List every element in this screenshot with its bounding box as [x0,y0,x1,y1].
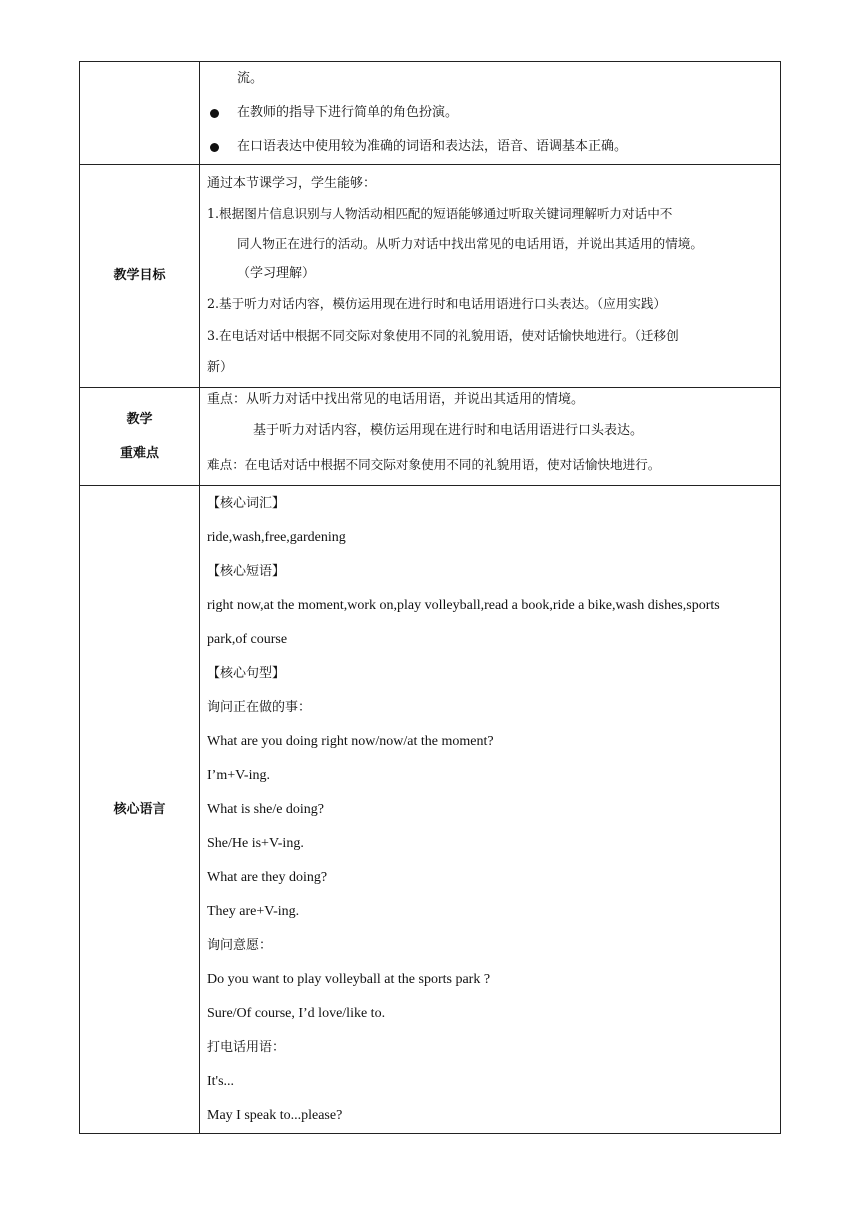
bullet-icon [210,143,219,152]
core-sentences-heading: 【核心句型】 [207,666,286,681]
objective-item-3-line-2: 新） [207,360,234,375]
sentence-pattern: May I speak to...please? [207,1108,343,1123]
core-language-content-cell [200,486,781,1134]
core-vocab-heading: 【核心词汇】 [207,496,286,511]
continuation-content-cell [200,62,781,165]
objective-item-1-line-1: 1.根据图片信息识别与人物活动相匹配的短语能够通过听取关键词理解听力对话中不 [207,206,673,221]
key-point-focus-2: 基于听力对话内容，模仿运用现在进行时和电话用语进行口头表达。 [253,423,644,438]
sentence-category: 询问正在做的事： [207,700,312,715]
key-points-label-line-1: 教学 [126,411,153,427]
key-point-focus: 重点：从听力对话中找出常见的电话用语，并说出其适用的情境。 [207,392,585,407]
key-points-label-line-2: 重难点 [119,445,159,461]
sentence-category: 询问意愿： [207,938,273,953]
core-phrases-heading: 【核心短语】 [207,564,286,579]
sentence-pattern: Do you want to play volleyball at the sports park ? [207,972,491,987]
key-point-difficulty: 难点：在电话对话中根据不同交际对象使用不同的礼貌用语，使对话愉快地进行。 [207,457,661,472]
continuation-row [80,62,781,165]
objective-item-2: 2.基于听力对话内容，模仿运用现在进行时和电话用语进行口头表达。（应用实践） [207,296,667,311]
sentence-pattern: They are+V-ing. [207,904,300,919]
objectives-row [80,165,781,388]
sentence-pattern: She/He is+V-ing. [207,836,304,851]
sentence-pattern: I’m+V-ing. [207,768,270,783]
bullet-item [207,130,774,164]
bullet-text: 在口语表达中使用较为准确的词语和表达法，语音、语调基本正确。 [237,139,628,154]
objective-item-1-line-3: （学习理解） [237,266,316,281]
core-language-label [80,486,200,1134]
bullet-item [207,96,774,130]
key-points-label [80,388,200,486]
objectives-label-text: 教学目标 [113,268,166,283]
objectives-intro: 通过本节课学习，学生能够： [207,176,377,191]
sentence-pattern: What are they doing? [207,870,328,885]
core-phrases-line-2: park,of course [207,632,288,647]
core-language-row [80,486,781,1134]
sentence-pattern: What are you doing right now/now/at the moment? [207,734,494,749]
core-language-label-text: 核心语言 [113,801,166,817]
sentence-pattern: Sure/Of course, I’d love/like to. [207,1006,386,1021]
key-points-content-cell [200,388,781,486]
objectives-content-cell [200,165,781,388]
key-points-row [80,388,781,486]
bullet-text: 在教师的指导下进行简单的角色扮演。 [237,105,459,120]
continuation-label-cell [80,62,200,165]
sentence-pattern: What is she/e doing? [207,802,325,817]
continuation-text: 流。 [237,71,264,86]
bullet-icon [210,109,219,118]
sentence-category: 打电话用语： [207,1040,286,1055]
core-vocab-words: ride,wash,free,gardening [207,530,346,545]
core-phrases-line-1: right now,at the moment,work on,play volleyball,read a book,ride a bike,wash dishes,sports [207,598,720,613]
objective-item-1-line-2: 同人物正在进行的活动。从听力对话中找出常见的电话用语，并说出其适用的情境。 [237,236,703,251]
sentence-pattern: It's... [207,1074,235,1089]
lesson-plan-table [79,61,781,1134]
objectives-label [80,165,200,388]
objective-item-3-line-1: 3.在电话对话中根据不同交际对象使用不同的礼貌用语，使对话愉快地进行。（迁移创 [207,328,679,343]
